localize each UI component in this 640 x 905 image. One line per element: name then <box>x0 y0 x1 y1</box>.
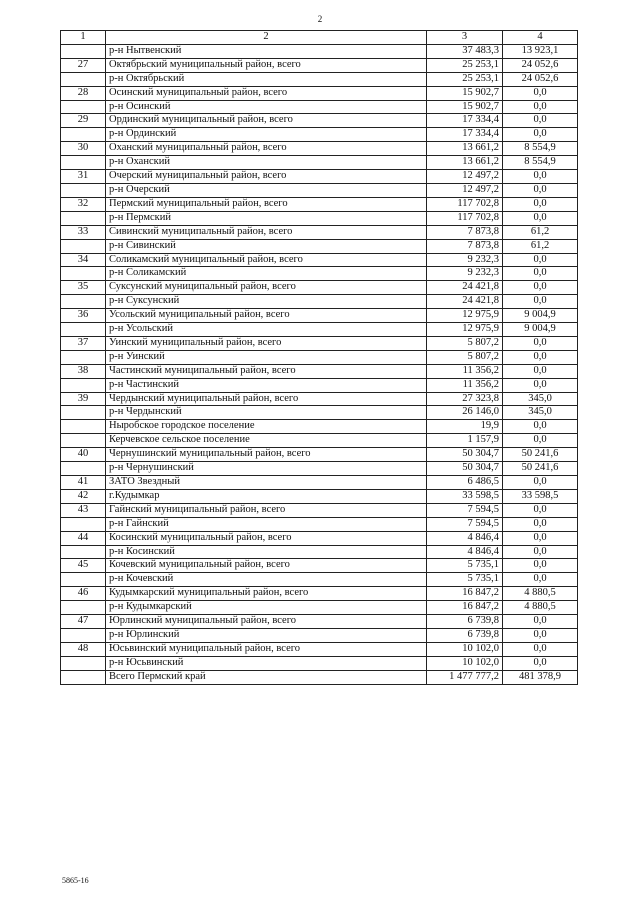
amount-col3-cell: 19,9 <box>427 420 503 434</box>
amount-col3-cell: 4 846,4 <box>427 545 503 559</box>
district-name-cell: Частинский муниципальный район, всего <box>106 364 427 378</box>
district-name-cell: р-н Уинский <box>106 350 427 364</box>
table-row <box>61 156 578 170</box>
amount-col3-cell: 117 702,8 <box>427 197 503 211</box>
row-number-cell <box>61 628 106 642</box>
table-row <box>61 142 578 156</box>
district-name-cell: р-н Юсьвинский <box>106 656 427 670</box>
table-row <box>61 378 578 392</box>
amount-col3-cell: 6 486,5 <box>427 476 503 490</box>
row-number-cell: 36 <box>61 309 106 323</box>
amount-col4-cell: 4 880,5 <box>503 587 578 601</box>
table-row <box>61 86 578 100</box>
table-row <box>61 72 578 86</box>
district-name-cell: р-н Юрлинский <box>106 628 427 642</box>
table-row <box>61 58 578 72</box>
amount-col4-cell: 33 598,5 <box>503 489 578 503</box>
amount-col3-cell: 12 975,9 <box>427 309 503 323</box>
district-name-cell: р-н Чердынский <box>106 406 427 420</box>
amount-col4-cell: 0,0 <box>503 642 578 656</box>
table-row <box>61 183 578 197</box>
district-name-cell: р-н Чернушинский <box>106 462 427 476</box>
amount-col4-cell: 0,0 <box>503 476 578 490</box>
district-name-cell: р-н Частинский <box>106 378 427 392</box>
district-name-cell: р-н Косинский <box>106 545 427 559</box>
table-row <box>61 559 578 573</box>
row-number-cell <box>61 462 106 476</box>
amount-col3-cell: 26 146,0 <box>427 406 503 420</box>
amount-col3-cell: 4 846,4 <box>427 531 503 545</box>
amount-col3-cell: 13 661,2 <box>427 156 503 170</box>
district-name-cell: Ординский муниципальный район, всего <box>106 114 427 128</box>
amount-col3-cell: 50 304,7 <box>427 448 503 462</box>
amount-col4-cell: 0,0 <box>503 336 578 350</box>
table-row <box>61 476 578 490</box>
row-number-cell <box>61 601 106 615</box>
district-name-cell: Юсьвинский муниципальный район, всего <box>106 642 427 656</box>
table-row <box>61 573 578 587</box>
row-number-cell: 31 <box>61 170 106 184</box>
row-number-cell <box>61 156 106 170</box>
amount-col4-cell: 0,0 <box>503 378 578 392</box>
row-number-cell <box>61 420 106 434</box>
row-number-cell: 28 <box>61 86 106 100</box>
table-row <box>61 601 578 615</box>
amount-col3-cell: 16 847,2 <box>427 601 503 615</box>
amount-col3-cell: 9 232,3 <box>427 253 503 267</box>
table-row <box>61 628 578 642</box>
row-number-cell <box>61 72 106 86</box>
row-number-cell <box>61 295 106 309</box>
amount-col4-cell: 0,0 <box>503 517 578 531</box>
amount-col4-cell: 0,0 <box>503 86 578 100</box>
table-row <box>61 170 578 184</box>
amount-col3-cell: 33 598,5 <box>427 489 503 503</box>
amount-col4-cell: 0,0 <box>503 615 578 629</box>
amount-col3-cell: 24 421,8 <box>427 295 503 309</box>
table-row <box>61 295 578 309</box>
page-number: 2 <box>317 14 323 24</box>
table-row <box>61 531 578 545</box>
district-name-cell: Уинский муниципальный район, всего <box>106 336 427 350</box>
table-row <box>61 336 578 350</box>
district-name-cell: Очерский муниципальный район, всего <box>106 170 427 184</box>
row-number-cell: 40 <box>61 448 106 462</box>
amount-col3-cell: 5 735,1 <box>427 573 503 587</box>
row-number-cell: 43 <box>61 503 106 517</box>
amount-col3-cell: 25 253,1 <box>427 58 503 72</box>
amount-col4-cell: 0,0 <box>503 183 578 197</box>
amount-col4-cell: 0,0 <box>503 114 578 128</box>
district-name-cell: Керчевское сельское поселение <box>106 434 427 448</box>
amount-col3-cell: 7 873,8 <box>427 225 503 239</box>
table-row <box>61 281 578 295</box>
table-row <box>61 434 578 448</box>
district-name-cell: Октябрьский муниципальный район, всего <box>106 58 427 72</box>
row-number-cell <box>61 378 106 392</box>
row-number-cell: 35 <box>61 281 106 295</box>
amount-col4-cell: 24 052,6 <box>503 58 578 72</box>
amount-col3-cell: 1 477 777,2 <box>427 670 503 684</box>
table-row <box>61 462 578 476</box>
amount-col4-cell: 9 004,9 <box>503 323 578 337</box>
table-header-row <box>61 31 578 45</box>
district-name-cell: р-н Октябрьский <box>106 72 427 86</box>
amount-col4-cell: 61,2 <box>503 225 578 239</box>
table-row <box>61 392 578 406</box>
header-col-4: 4 <box>503 31 578 45</box>
amount-col4-cell: 0,0 <box>503 559 578 573</box>
row-number-cell: 41 <box>61 476 106 490</box>
amount-col3-cell: 12 975,9 <box>427 323 503 337</box>
table-row <box>61 197 578 211</box>
amount-col3-cell: 15 902,7 <box>427 86 503 100</box>
district-name-cell: Осинский муниципальный район, всего <box>106 86 427 100</box>
table-body <box>61 44 578 684</box>
district-name-cell: Гайнский муниципальный район, всего <box>106 503 427 517</box>
district-name-cell: р-н Очерский <box>106 183 427 197</box>
amount-col4-cell: 0,0 <box>503 100 578 114</box>
district-name-cell: р-н Кочевский <box>106 573 427 587</box>
table-row <box>61 225 578 239</box>
table-row <box>61 503 578 517</box>
amount-col4-cell: 0,0 <box>503 267 578 281</box>
table-row <box>61 420 578 434</box>
budget-table <box>60 30 578 685</box>
amount-col4-cell: 0,0 <box>503 656 578 670</box>
row-number-cell: 47 <box>61 615 106 629</box>
district-name-cell: р-н Осинский <box>106 100 427 114</box>
amount-col4-cell: 0,0 <box>503 128 578 142</box>
row-number-cell <box>61 128 106 142</box>
district-name-cell: ЗАТО Звездный <box>106 476 427 490</box>
amount-col4-cell: 8 554,9 <box>503 142 578 156</box>
district-name-cell: р-н Сивинский <box>106 239 427 253</box>
amount-col3-cell: 50 304,7 <box>427 462 503 476</box>
amount-col3-cell: 5 807,2 <box>427 336 503 350</box>
row-number-cell <box>61 44 106 58</box>
amount-col4-cell: 13 923,1 <box>503 44 578 58</box>
row-number-cell <box>61 239 106 253</box>
row-number-cell: 32 <box>61 197 106 211</box>
row-number-cell <box>61 545 106 559</box>
district-name-cell: р-н Пермский <box>106 211 427 225</box>
amount-col4-cell: 0,0 <box>503 420 578 434</box>
district-name-cell: р-н Суксунский <box>106 295 427 309</box>
amount-col3-cell: 24 421,8 <box>427 281 503 295</box>
table-row <box>61 211 578 225</box>
row-number-cell: 38 <box>61 364 106 378</box>
table-row <box>61 489 578 503</box>
amount-col4-cell: 345,0 <box>503 392 578 406</box>
row-number-cell <box>61 350 106 364</box>
amount-col3-cell: 7 594,5 <box>427 503 503 517</box>
amount-col3-cell: 11 356,2 <box>427 364 503 378</box>
amount-col4-cell: 0,0 <box>503 628 578 642</box>
district-name-cell: р-н Гайнский <box>106 517 427 531</box>
amount-col3-cell: 5 807,2 <box>427 350 503 364</box>
row-number-cell <box>61 267 106 281</box>
district-name-cell: Ныробское городское поселение <box>106 420 427 434</box>
amount-col3-cell: 7 594,5 <box>427 517 503 531</box>
district-name-cell: Сивинский муниципальный район, всего <box>106 225 427 239</box>
amount-col4-cell: 4 880,5 <box>503 601 578 615</box>
amount-col4-cell: 0,0 <box>503 573 578 587</box>
row-number-cell: 27 <box>61 58 106 72</box>
row-number-cell: 46 <box>61 587 106 601</box>
row-number-cell <box>61 573 106 587</box>
table-row <box>61 656 578 670</box>
table-row <box>61 670 578 684</box>
amount-col3-cell: 27 323,8 <box>427 392 503 406</box>
amount-col3-cell: 17 334,4 <box>427 114 503 128</box>
district-name-cell: Усольский муниципальный район, всего <box>106 309 427 323</box>
district-name-cell: р-н Соликамский <box>106 267 427 281</box>
amount-col4-cell: 8 554,9 <box>503 156 578 170</box>
row-number-cell <box>61 656 106 670</box>
table-row <box>61 642 578 656</box>
row-number-cell: 44 <box>61 531 106 545</box>
amount-col4-cell: 0,0 <box>503 197 578 211</box>
amount-col3-cell: 6 739,8 <box>427 615 503 629</box>
amount-col3-cell: 37 483,3 <box>427 44 503 58</box>
district-name-cell: Кудымкарский муниципальный район, всего <box>106 587 427 601</box>
amount-col3-cell: 16 847,2 <box>427 587 503 601</box>
district-name-cell: Суксунский муниципальный район, всего <box>106 281 427 295</box>
amount-col3-cell: 13 661,2 <box>427 142 503 156</box>
amount-col4-cell: 0,0 <box>503 170 578 184</box>
district-name-cell: Чернушинский муниципальный район, всего <box>106 448 427 462</box>
amount-col3-cell: 12 497,2 <box>427 170 503 184</box>
table-row <box>61 545 578 559</box>
table-row <box>61 448 578 462</box>
row-number-cell: 42 <box>61 489 106 503</box>
table-row <box>61 309 578 323</box>
table-row <box>61 323 578 337</box>
amount-col3-cell: 6 739,8 <box>427 628 503 642</box>
district-name-cell: Юрлинский муниципальный район, всего <box>106 615 427 629</box>
row-number-cell: 34 <box>61 253 106 267</box>
amount-col3-cell: 7 873,8 <box>427 239 503 253</box>
district-name-cell: р-н Нытвенский <box>106 44 427 58</box>
amount-col3-cell: 10 102,0 <box>427 642 503 656</box>
amount-col4-cell: 0,0 <box>503 350 578 364</box>
district-name-cell: Пермский муниципальный район, всего <box>106 197 427 211</box>
table-row <box>61 239 578 253</box>
row-number-cell <box>61 406 106 420</box>
table-row <box>61 615 578 629</box>
amount-col3-cell: 11 356,2 <box>427 378 503 392</box>
district-name-cell: Кочевский муниципальный район, всего <box>106 559 427 573</box>
row-number-cell: 37 <box>61 336 106 350</box>
amount-col3-cell: 5 735,1 <box>427 559 503 573</box>
amount-col4-cell: 0,0 <box>503 503 578 517</box>
district-name-cell: Косинский муниципальный район, всего <box>106 531 427 545</box>
header-col-3: 3 <box>427 31 503 45</box>
row-number-cell <box>61 670 106 684</box>
row-number-cell <box>61 323 106 337</box>
district-name-cell: Чердынский муниципальный район, всего <box>106 392 427 406</box>
row-number-cell: 33 <box>61 225 106 239</box>
row-number-cell: 30 <box>61 142 106 156</box>
district-name-cell: Оханский муниципальный район, всего <box>106 142 427 156</box>
amount-col4-cell: 0,0 <box>503 545 578 559</box>
table-row <box>61 44 578 58</box>
amount-col3-cell: 17 334,4 <box>427 128 503 142</box>
amount-col4-cell: 0,0 <box>503 281 578 295</box>
amount-col4-cell: 61,2 <box>503 239 578 253</box>
amount-col4-cell: 0,0 <box>503 531 578 545</box>
district-name-cell: р-н Кудымкарский <box>106 601 427 615</box>
row-number-cell: 29 <box>61 114 106 128</box>
amount-col4-cell: 24 052,6 <box>503 72 578 86</box>
amount-col3-cell: 10 102,0 <box>427 656 503 670</box>
amount-col4-cell: 9 004,9 <box>503 309 578 323</box>
amount-col4-cell: 0,0 <box>503 295 578 309</box>
row-number-cell <box>61 100 106 114</box>
row-number-cell <box>61 183 106 197</box>
district-name-cell: р-н Усольский <box>106 323 427 337</box>
row-number-cell: 39 <box>61 392 106 406</box>
document-code: 5865-16 <box>62 876 89 885</box>
amount-col3-cell: 12 497,2 <box>427 183 503 197</box>
row-number-cell <box>61 517 106 531</box>
header-col-2: 2 <box>106 31 427 45</box>
table-row <box>61 128 578 142</box>
table-row <box>61 364 578 378</box>
amount-col3-cell: 117 702,8 <box>427 211 503 225</box>
table-row <box>61 350 578 364</box>
table-row <box>61 587 578 601</box>
table-row <box>61 406 578 420</box>
amount-col3-cell: 9 232,3 <box>427 267 503 281</box>
district-name-cell: Всего Пермский край <box>106 670 427 684</box>
table-row <box>61 253 578 267</box>
district-name-cell: р-н Оханский <box>106 156 427 170</box>
amount-col3-cell: 1 157,9 <box>427 434 503 448</box>
district-name-cell: г.Кудымкар <box>106 489 427 503</box>
amount-col4-cell: 481 378,9 <box>503 670 578 684</box>
amount-col4-cell: 0,0 <box>503 253 578 267</box>
amount-col3-cell: 15 902,7 <box>427 100 503 114</box>
district-name-cell: Соликамский муниципальный район, всего <box>106 253 427 267</box>
row-number-cell <box>61 211 106 225</box>
row-number-cell: 48 <box>61 642 106 656</box>
table-row <box>61 267 578 281</box>
row-number-cell <box>61 434 106 448</box>
district-name-cell: р-н Ординский <box>106 128 427 142</box>
amount-col4-cell: 50 241,6 <box>503 448 578 462</box>
amount-col4-cell: 0,0 <box>503 364 578 378</box>
header-col-1: 1 <box>61 31 106 45</box>
table-row <box>61 517 578 531</box>
table-row <box>61 114 578 128</box>
amount-col4-cell: 0,0 <box>503 434 578 448</box>
table-row <box>61 100 578 114</box>
amount-col4-cell: 345,0 <box>503 406 578 420</box>
amount-col4-cell: 0,0 <box>503 211 578 225</box>
row-number-cell: 45 <box>61 559 106 573</box>
amount-col4-cell: 50 241,6 <box>503 462 578 476</box>
amount-col3-cell: 25 253,1 <box>427 72 503 86</box>
